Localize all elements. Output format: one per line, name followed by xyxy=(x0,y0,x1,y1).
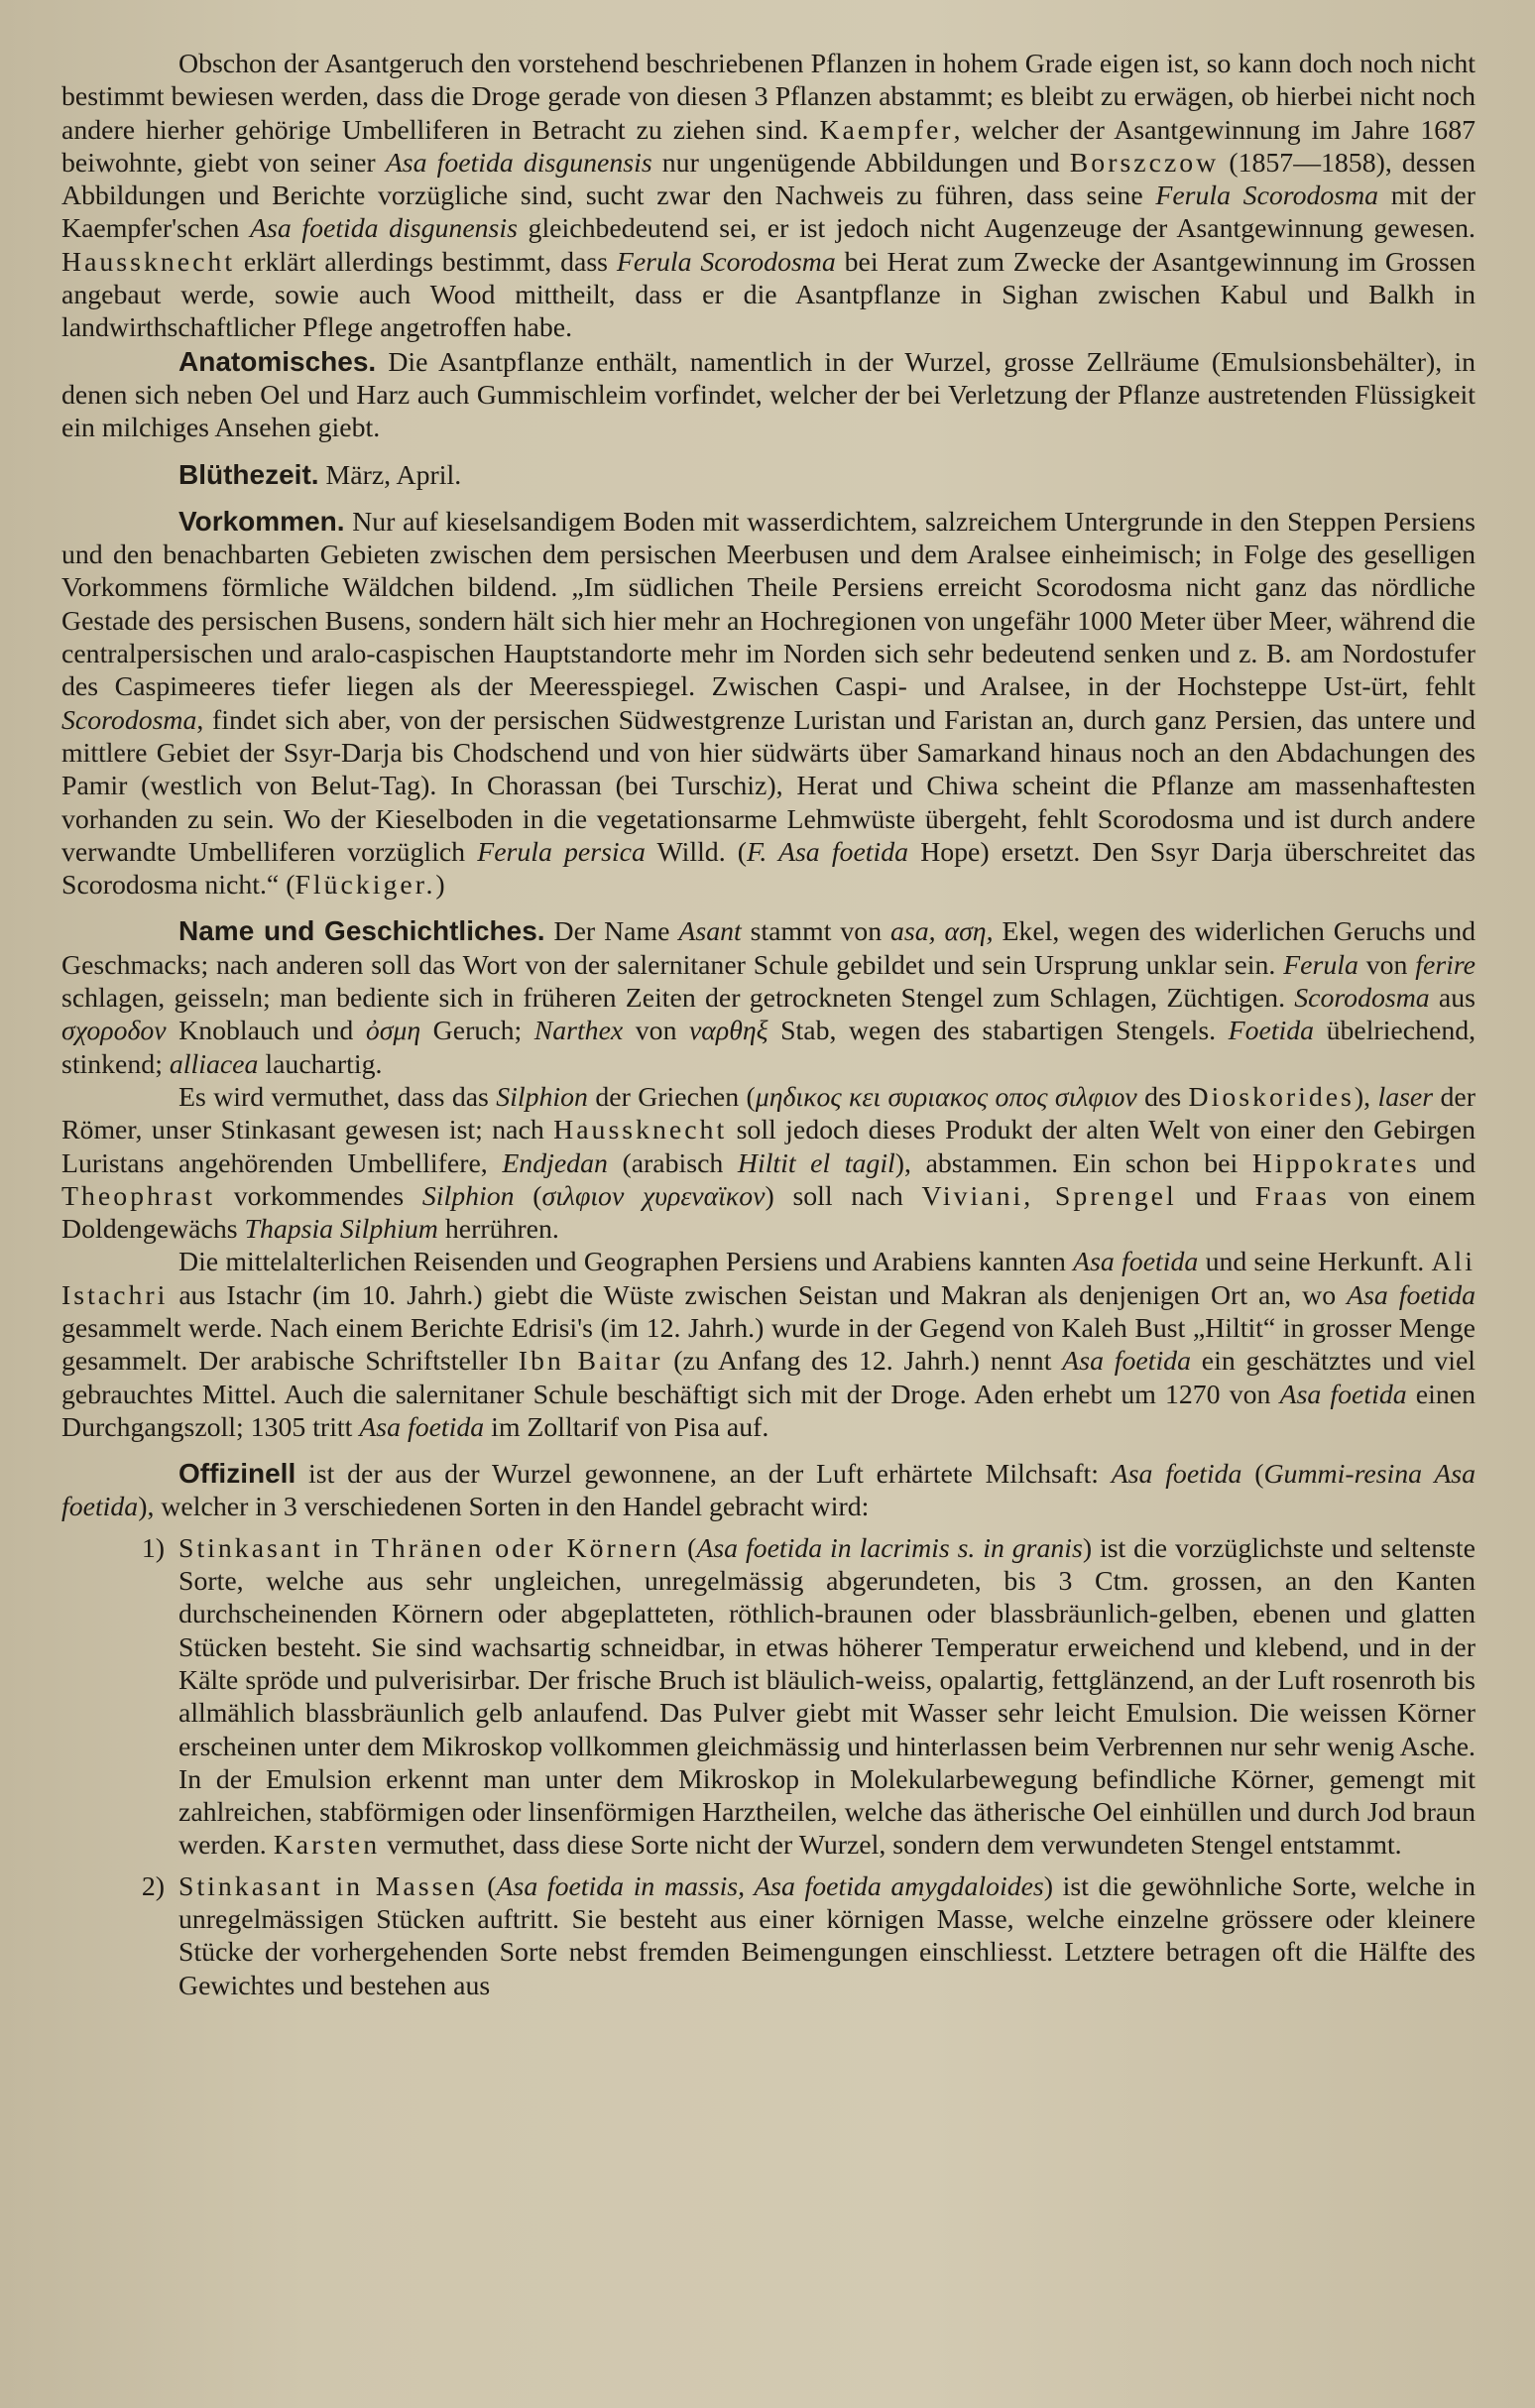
paragraph-origin: Obschon der Asantgeruch den vorstehend beschriebenen Pflanzen in hohem Grade eigen ist, so kann doch noch nicht bestimmt bewiesen werden, dass die Droge gerade von diesen 3 Pflanzen abstammt; es bleibt zu erwägen, ob hierbei nicht noch andere hierher gehörige Umbelliferen in Betracht zu ziehen sind. Kaempfer, welcher der Asantgewinnung im Jahre 1687 beiwohnte, giebt von seiner Asa foetida disgunensis nur ungenügende Abbildungen und Borszczow (1857—1858), dessen Abbildungen und Berichte vorzügliche sind, sucht zwar den Nachweis zu führen, dass seine Ferula Scorodosma mit der Kaempfer'schen Asa foetida disgunensis gleichbedeutend sei, er ist jedoch nicht Augenzeuge der Asantgewinnung gewesen. Haussknecht erklärt allerdings bestimmt, dass Ferula Scorodosma bei Herat zum Zwecke der Asantgewinnung im Grossen angebaut werde, sowie auch Wood mittheilt, dass er die Asantpflanze in Sighan zwischen Kabul und Balkh in landwirthschaftlicher Pflege angetroffen habe. xyxy=(61,49,1476,344)
list-item xyxy=(61,1532,1476,1863)
list-item-text: Stinkasant in Thränen oder Körnern (Asa foetida in lacrimis s. in granis) ist die vorzüglichste und seltenste Sorte, welche aus sehr ungleichen, unregelmässig abgerundeten, bis 3 Ctm. grossen, an den Kanten durchscheinenden Körnern oder abgeplatteten, röthlich-braunen oder blassbräunlich-gelben, ebenen und glatten Stücken besteht. Sie sind wachsartig schneidbar, in etwas höherer Temperatur erweichend und klebend, und in der Kälte spröde und pulverisirbar. Der frische Bruch ist bläulich-weiss, opalartig, fettglänzend, an der Luft rosenroth bis allmählich blassbräunlich gelb anlaufend. Das Pulver giebt mit Wasser sehr leicht Emulsion. Die weissen Körner erscheinen unter dem Mikroskop vollkommen gleichmässig und hinterlassen beim Verbrennen nur sehr wenig Asche. In der Emulsion erkennt man unter dem Mikroskop in Molekularbewegung befindliche Körner, gemengt mit zahlreichen, stabförmigen oder linsenförmigen Harztheilen, welche das ätherische Oel einhüllen und durch Jod braun werden. Karsten vermuthet, dass diese Sorte nicht der Wurzel, sondern dem verwundeten Stengel entstammt. xyxy=(178,1532,1476,1862)
section-anatomisches: Anatomisches. Die Asantpflanze enthält, namentlich in der Wurzel, grosse Zellräume (Emulsionsbehälter), in denen sich neben Oel und Harz auch Gummischleim vorfindet, welcher der bei Verletzung der Pflanze austretenden Flüssigkeit ein milchiges Ansehen giebt. xyxy=(61,345,1476,444)
section-vorkommen: Vorkommen. Nur auf kieselsandigem Boden mit wasserdichtem, salzreichem Untergrunde in den Steppen Persiens und den benachbarten Gebieten zwischen dem persischen Meerbusen und dem Aralsee einheimisch; in Folge des geselligen Vorkommens förmliche Wäldchen bildend. „Im südlichen Theile Persiens erreicht Scorodosma nicht ganz das nördliche Gestade des persischen Busens, sondern hält sich hier mehr an Hochregionen von ungefähr 1000 Meter über Meer, während die centralpersischen und aralo-caspischen Hauptstandorte mehr im Norden sich sehr bedeutend senken und z. B. am Nordostufer des Caspimeeres tiefer liegen als der Meeresspiegel. Zwischen Caspi- und Aralsee, in der Hochsteppe Ust-ürt, fehlt Scorodosma, findet sich aber, von der persischen Südwestgrenze Luristan und Faristan an, durch ganz Persien, das untere und mittlere Gebiet der Ssyr-Darja bis Chodschend und von hier südwärts über Samarkand hinaus noch an den Abdachungen des Pamir (westlich von Belut-Tag). In Chorassan (bei Turschiz), Herat und Chiwa scheint die Pflanze am massenhaftesten vorhanden zu sein. Wo der Kieselboden in die vegetationsarme Lehmwüste übergeht, fehlt Scorodosma und ist durch andere verwandte Umbelliferen vorzüglich Ferula persica Willd. (F. Asa foetida Hope) ersetzt. Den Ssyr Darja überschreitet das Scorodosma nicht.“ (Flückiger.) xyxy=(61,505,1476,902)
paragraph-mittelalter: Die mittelalterlichen Reisenden und Geographen Persiens und Arabiens kannten Asa foetida und seine Herkunft. Ali Istachri aus Istachr (im 10. Jahrh.) giebt die Wüste zwischen Seistan und Makran als denjenigen Ort an, wo Asa foetida gesammelt werde. Nach einem Berichte Edrisi's (im 12. Jahrh.) wurde in der Gegend von Kaleh Bust „Hiltit“ in grosser Menge gesammelt. Der arabische Schriftsteller Ibn Baitar (zu Anfang des 12. Jahrh.) nennt Asa foetida ein geschätztes und viel gebrauchtes Mittel. Auch die salernitaner Schule beschäftigt sich mit der Droge. Aden erhebt um 1270 von Asa foetida einen Durchgangszoll; 1305 tritt Asa foetida im Zolltarif von Pisa auf. xyxy=(61,1247,1476,1443)
section-bluethezeit: Blüthezeit. März, April. xyxy=(178,458,462,491)
heading-offizinell: Offizinell xyxy=(178,1458,296,1490)
heading-name-und-geschichtliches: Name und Geschichtliches. xyxy=(178,915,545,947)
heading-vorkommen: Vorkommen. xyxy=(178,505,345,537)
paragraph-silphion: Es wird vermuthet, dass das Silphion der Griechen (μηδικος κει συριακος οπος σιλφιον des Dioskorides), laser der Römer, unser Stinkasant gewesen ist; nach Haussknecht soll jedoch dieses Produkt der alten Welt von einer den Gebirgen Luristans angehörenden Umbellifere, Endjedan (arabisch Hiltit el tagil), abstammen. Ein schon bei Hippokrates und Theophrast vorkommendes Silphion (σιλφιον χυρεναϊκον) soll nach Viviani, Sprengel und Fraas von einem Doldengewächs Thapsia Silphium herrühren. xyxy=(61,1081,1476,1246)
list-item xyxy=(61,1870,1476,2002)
list-item-text: Stinkasant in Massen (Asa foetida in massis, Asa foetida amygdaloides) ist die gewöhnliche Sorte, welche in unregelmässigen Stücken auftritt. Sie besteht aus einer körnigen Masse, welche einzelne grössere oder kleinere Stücke der vorhergehenden Sorte nebst fremden Beimengungen einschliesst. Letztere betragen oft die Hälfte des Gewichtes und bestehen aus xyxy=(178,1870,1476,2001)
section-name-und-geschichtliches: Name und Geschichtliches. Der Name Asant stammt von asa, αση, Ekel, wegen des widerlichen Geruchs und Geschmacks; nach anderen soll das Wort von der salernitaner Schule gebildet und sein Ursprung unklar sein. Ferula von ferire schlagen, geisseln; man bediente sich in früheren Zeiten der getrockneten Stengel zum Schlagen, Züchtigen. Scorodosma aus σχοροδον Knoblauch und ὀσμη Geruch; Narthex von ναρθηξ Stab, wegen des stabartigen Stengels. Foetida übelriechend, stinkend; alliacea lauchartig. xyxy=(61,915,1476,1080)
heading-bluethezeit: Blüthezeit. xyxy=(178,458,319,490)
list-number: 1) xyxy=(141,1532,165,1564)
list-number: 2) xyxy=(141,1870,165,1902)
sorts-list xyxy=(61,1532,1476,2002)
section-offizinell: Offizinell ist der aus der Wurzel gewonnene, an der Luft erhärtete Milchsaft: Asa foetida (Gummi-resina Asa foetida), welcher in 3 verschiedenen Sorten in den Handel gebracht wird: xyxy=(61,1458,1476,1523)
heading-anatomisches: Anatomisches. xyxy=(178,345,377,377)
